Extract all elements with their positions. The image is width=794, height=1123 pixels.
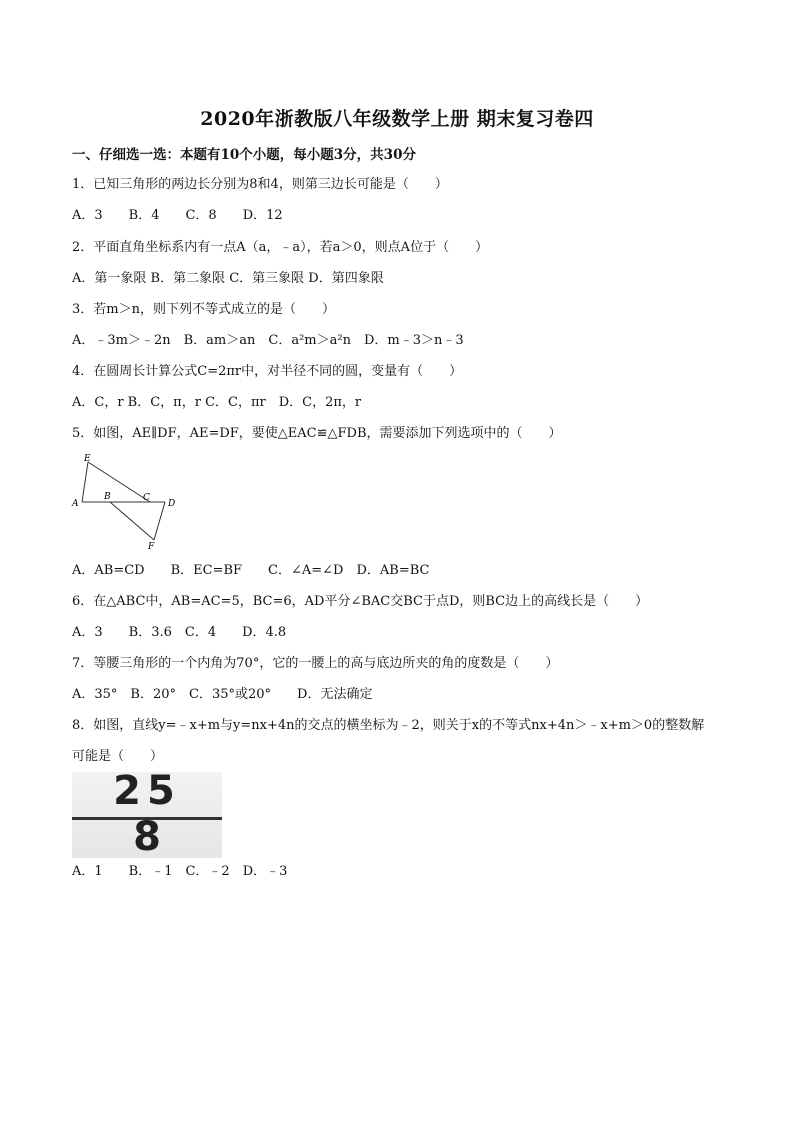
question-2-options: A．第一象限 B．第二象限 C．第三象限 D．第四象限 [72, 271, 384, 286]
question-6-stem: 6．在△ABC中，AB=AC=5，BC=6，AD平分∠BAC交BC于点D，则BC边上的高线长是（ ） [72, 594, 649, 609]
question-1-stem: 1．已知三角形的两边长分别为8和4，则第三边长可能是（ ） [72, 177, 448, 192]
question-8-stem-line1: 8．如图，直线y=﹣x+m与y=nx+4n的交点的横坐标为﹣2，则关于x的不等式nx+4n＞﹣x+m＞0的整数解 [72, 718, 705, 733]
question-6-options: A．3 B．3.6 C．4 D．4.8 [72, 625, 287, 640]
question-3-options: A．﹣3m＞﹣2n B．am＞an C．a²m＞a²n D．m﹣3＞n﹣3 [72, 333, 464, 348]
fraction-numerator: 25 [113, 768, 181, 814]
question-5-stem: 5．如图，AE∥DF，AE=DF，要使△EAC≌△FDB，需要添加下列选项中的（ ） [72, 426, 562, 441]
question-5-figure [70, 452, 180, 552]
page-title: 2020年浙教版八年级数学上册 期末复习卷四 [200, 108, 594, 130]
question-5-options: A．AB=CD B．EC=BF C．∠A=∠D D．AB=BC [72, 563, 430, 578]
label-e: E [84, 454, 91, 464]
question-7-options: A．35° B．20° C．35°或20° D．无法确定 [72, 687, 373, 702]
fraction-denominator: 8 [133, 814, 161, 860]
question-7-stem: 7．等腰三角形的一个内角为70°，它的一腰上的高与底边所夹的角的度数是（ ） [72, 656, 559, 671]
label-c: C [143, 493, 150, 503]
question-4-stem: 4．在圆周长计算公式C=2πr中，对半径不同的圆，变量有（ ） [72, 364, 463, 379]
label-f: F [148, 542, 155, 552]
segment-bf [110, 502, 154, 540]
question-4-options: A．C，r B．C，π，r C．C，πr D．C，2π，r [72, 395, 362, 410]
question-1-options: A．3 B．4 C．8 D．12 [72, 208, 283, 223]
segment-df [154, 502, 165, 540]
question-2-stem: 2．平面直角坐标系内有一点A（a，﹣a），若a＞0，则点A位于（ ） [72, 240, 489, 255]
segment-ae [82, 462, 88, 502]
question-8-figure [72, 768, 222, 860]
label-b: B [104, 492, 111, 502]
segment-ec [88, 462, 150, 502]
label-a: A [72, 499, 79, 509]
label-d: D [168, 499, 176, 509]
question-8-options: A．1 B．﹣1 C．﹣2 D．﹣3 [72, 864, 288, 879]
section-heading: 一、仔细选一选：本题有10个小题，每小题3分，共30分 [72, 147, 416, 163]
question-3-stem: 3．若m＞n，则下列不等式成立的是（ ） [72, 302, 335, 317]
question-8-stem-line2: 可能是（ ） [72, 749, 164, 764]
